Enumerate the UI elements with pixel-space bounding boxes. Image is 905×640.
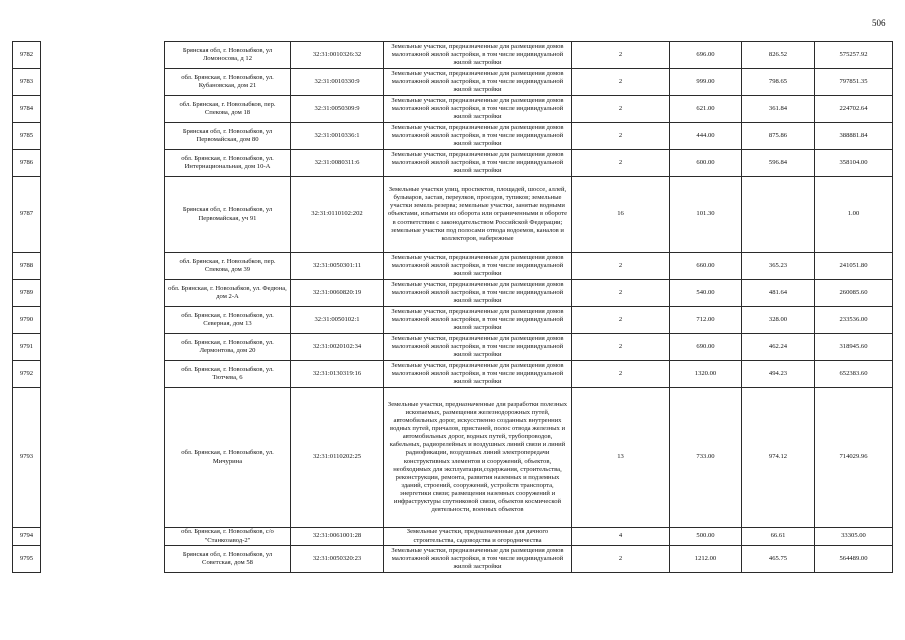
address-cell: Брянская обл, г. Новозыбков, ул Первомайская, дом 80 [165,123,291,150]
gap [41,546,165,573]
address-cell: обл. Брянская, г. Новозыбков, ул. Тютчева, 6 [165,361,291,388]
land-use-cell: Земельные участки, предназначенные для размещения домов малоэтажной жилой застройки, в том числе индивидуальной жилой застройки [384,546,572,573]
gap [41,69,165,96]
rate-cell: 462.24 [742,334,815,361]
rate-cell [742,177,815,253]
category-cell: 2 [572,280,670,307]
table-row [13,388,893,528]
gap [41,123,165,150]
address-cell: обл. Брянская, г. Новозыбков, ул. Федюна, дом 2-А [165,280,291,307]
cadastral-number-cell: 32:31:0080311:6 [291,150,384,177]
land-use-cell: Земельные участки, предназначенные для размещения домов малоэтажной жилой застройки, в том числе индивидуальной жилой застройки [384,69,572,96]
table-row [13,546,893,573]
land-use-cell: Земельные участки улиц, проспектов, площадей, шоссе, аллей, бульваров, застав, переулков, проездов, тупиков; земельные участки земель резерва; земельные участки, занятые водными объектами, изъятыми из оборота или ограниченными в обороте в соответствии с законодательством Российской Федерации; земельные участки под полосами отвода водоемов, каналов и коллекторов, набережные [384,177,572,253]
cadastral-value-cell: 797851.35 [815,69,893,96]
land-use-cell: Земельные участки, предназначенные для размещения домов малоэтажной жилой застройки, в том числе индивидуальной жилой застройки [384,42,572,69]
rate-cell: 826.52 [742,42,815,69]
rate-cell: 494.23 [742,361,815,388]
row-number: 9793 [13,388,41,528]
table-row [13,307,893,334]
cadastral-number-cell: 32:31:0061001:28 [291,528,384,546]
cadastral-value-cell: 318945.60 [815,334,893,361]
cadastral-value-cell: 260085.60 [815,280,893,307]
category-cell: 2 [572,150,670,177]
address-cell: обл. Брянская, г. Новозыбков, ул. Кубановская, дом 21 [165,69,291,96]
address-cell: Брянская обл, г. Новозыбков, ул Первомайская, уч 91 [165,177,291,253]
area-cell: 600.00 [670,150,742,177]
address-cell: обл. Брянская, г. Новозыбков, ул. Мичурина [165,388,291,528]
category-cell: 2 [572,96,670,123]
category-cell: 2 [572,334,670,361]
category-cell: 2 [572,361,670,388]
cadastral-value-cell: 233536.00 [815,307,893,334]
row-number: 9789 [13,280,41,307]
cadastral-number-cell: 32:31:0060820:19 [291,280,384,307]
category-cell: 2 [572,42,670,69]
row-number: 9785 [13,123,41,150]
area-cell: 1320.00 [670,361,742,388]
rate-cell: 875.86 [742,123,815,150]
rate-cell: 596.84 [742,150,815,177]
area-cell: 1212.00 [670,546,742,573]
cadastral-number-cell: 32:31:0050301:11 [291,253,384,280]
table-body [13,42,893,573]
land-use-cell: Земельные участки, предназначенные для дачного строительства, садоводства и огородничества [384,528,572,546]
table-row [13,280,893,307]
cadastral-number-cell: 32:31:0110102:202 [291,177,384,253]
address-cell: обл. Брянская, г. Новозыбков, ул. Северная, дом 13 [165,307,291,334]
cadastral-value-cell: 358104.00 [815,150,893,177]
area-cell: 621.00 [670,96,742,123]
land-use-cell: Земельные участки, предназначенные для размещения домов малоэтажной жилой застройки, в том числе индивидуальной жилой застройки [384,280,572,307]
gap [41,528,165,546]
gap [41,361,165,388]
cadastral-number-cell: 32:31:0010326:32 [291,42,384,69]
cadastral-number-cell: 32:31:0050309:9 [291,96,384,123]
address-cell: Брянская обл, г. Новозыбков, ул Ломоносова, д 12 [165,42,291,69]
area-cell: 712.00 [670,307,742,334]
category-cell: 2 [572,307,670,334]
row-number: 9783 [13,69,41,96]
cadastral-number-cell: 32:31:0050102:1 [291,307,384,334]
area-cell: 101.30 [670,177,742,253]
row-number: 9794 [13,528,41,546]
cadastral-value-table [12,41,893,573]
address-cell: обл. Брянская, г. Новозыбков, ул. Лермонтова, дом 20 [165,334,291,361]
row-number: 9782 [13,42,41,69]
cadastral-value-cell: 564489.00 [815,546,893,573]
land-use-cell: Земельные участки, предназначенные для размещения домов малоэтажной жилой застройки, в том числе индивидуальной жилой застройки [384,123,572,150]
area-cell: 660.00 [670,253,742,280]
category-cell: 2 [572,123,670,150]
cadastral-value-cell: 575257.92 [815,42,893,69]
land-use-cell: Земельные участки, предназначенные для размещения домов малоэтажной жилой застройки, в том числе индивидуальной жилой застройки [384,361,572,388]
row-number: 9792 [13,361,41,388]
gap [41,280,165,307]
area-cell: 540.00 [670,280,742,307]
rate-cell: 465.75 [742,546,815,573]
cadastral-value-cell: 33305.00 [815,528,893,546]
cadastral-number-cell: 32:31:0010330:9 [291,69,384,96]
cadastral-number-cell: 32:31:0010336:1 [291,123,384,150]
cadastral-number-cell: 32:31:0130319:16 [291,361,384,388]
table-row [13,150,893,177]
rate-cell: 481.64 [742,280,815,307]
table-row [13,96,893,123]
gap [41,388,165,528]
gap [41,96,165,123]
row-number: 9787 [13,177,41,253]
gap [41,150,165,177]
cadastral-value-cell: 714029.96 [815,388,893,528]
rate-cell: 361.84 [742,96,815,123]
row-number: 9791 [13,334,41,361]
cadastral-value-cell: 388881.84 [815,123,893,150]
table-row [13,253,893,280]
land-use-cell: Земельные участки, предназначенные для размещения домов малоэтажной жилой застройки, в том числе индивидуальной жилой застройки [384,96,572,123]
row-number: 9795 [13,546,41,573]
address-cell: обл. Брянская, г. Новозыбков, пер. Спекова, дом 39 [165,253,291,280]
address-cell: обл. Брянская, г. Новозыбков, ул. Интернациональная, дом 10-А [165,150,291,177]
table-row [13,123,893,150]
cadastral-value-cell: 652383.60 [815,361,893,388]
gap [41,42,165,69]
row-number: 9790 [13,307,41,334]
land-use-cell: Земельные участки, предназначенные для размещения домов малоэтажной жилой застройки, в том числе индивидуальной жилой застройки [384,307,572,334]
gap [41,177,165,253]
table-row [13,361,893,388]
table-row [13,177,893,253]
address-cell: обл. Брянская, г. Новозыбков, пер. Спекова, дом 18 [165,96,291,123]
area-cell: 690.00 [670,334,742,361]
table-row [13,69,893,96]
category-cell: 2 [572,69,670,96]
rate-cell: 365.23 [742,253,815,280]
cadastral-value-cell: 1.00 [815,177,893,253]
gap [41,253,165,280]
area-cell: 999.00 [670,69,742,96]
table-row [13,334,893,361]
category-cell: 2 [572,546,670,573]
table-row [13,42,893,69]
cadastral-value-cell: 241051.80 [815,253,893,280]
category-cell: 4 [572,528,670,546]
cadastral-number-cell: 32:31:0020102:34 [291,334,384,361]
address-cell: обл. Брянская, г. Новозыбков, с/о "Станкозавод-2" [165,528,291,546]
area-cell: 733.00 [670,388,742,528]
rate-cell: 974.12 [742,388,815,528]
row-number: 9786 [13,150,41,177]
rate-cell: 798.65 [742,69,815,96]
area-cell: 696.00 [670,42,742,69]
gap [41,307,165,334]
cadastral-number-cell: 32:31:0050320:23 [291,546,384,573]
row-number: 9788 [13,253,41,280]
page-number: 506 [872,18,886,28]
cadastral-value-cell: 224702.64 [815,96,893,123]
land-use-cell: Земельные участки, предназначенные для размещения домов малоэтажной жилой застройки, в том числе индивидуальной жилой застройки [384,150,572,177]
area-cell: 500.00 [670,528,742,546]
land-use-cell: Земельные участки, предназначенные для размещения домов малоэтажной жилой застройки, в том числе индивидуальной жилой застройки [384,253,572,280]
address-cell: Брянская обл, г. Новозыбков, ул Советская, дом 58 [165,546,291,573]
row-number: 9784 [13,96,41,123]
area-cell: 444.00 [670,123,742,150]
rate-cell: 328.00 [742,307,815,334]
category-cell: 13 [572,388,670,528]
land-use-cell: Земельные участки, предназначенные для разработки полезных ископаемых, размещения железнодорожных путей, автомобильных дорог, искусственно созданных внутренних водных путей, причалов, пристаней, полос отвода железных и автомобильных дорог, водных путей, трубопроводов, кабельных, радиорелейных и воздушных линий связи и линий радиофикации, воздушных линий электропередачи конструктивных элементов и сооружений, объектов, необходимых для эксплуатации,содержания, строительства, реконструкции, ремонта, развития наземных и подземных зданий, строений, сооружений, устройств транспорта, энергетики связи; размещения наземных сооружений и инфраструктуры спутниковой связи, объектов космической деятельности, военных объектов [384,388,572,528]
category-cell: 16 [572,177,670,253]
land-use-cell: Земельные участки, предназначенные для размещения домов малоэтажной жилой застройки, в том числе индивидуальной жилой застройки [384,334,572,361]
cadastral-number-cell: 32:31:0110202:25 [291,388,384,528]
gap [41,334,165,361]
category-cell: 2 [572,253,670,280]
rate-cell: 66.61 [742,528,815,546]
table-row [13,528,893,546]
